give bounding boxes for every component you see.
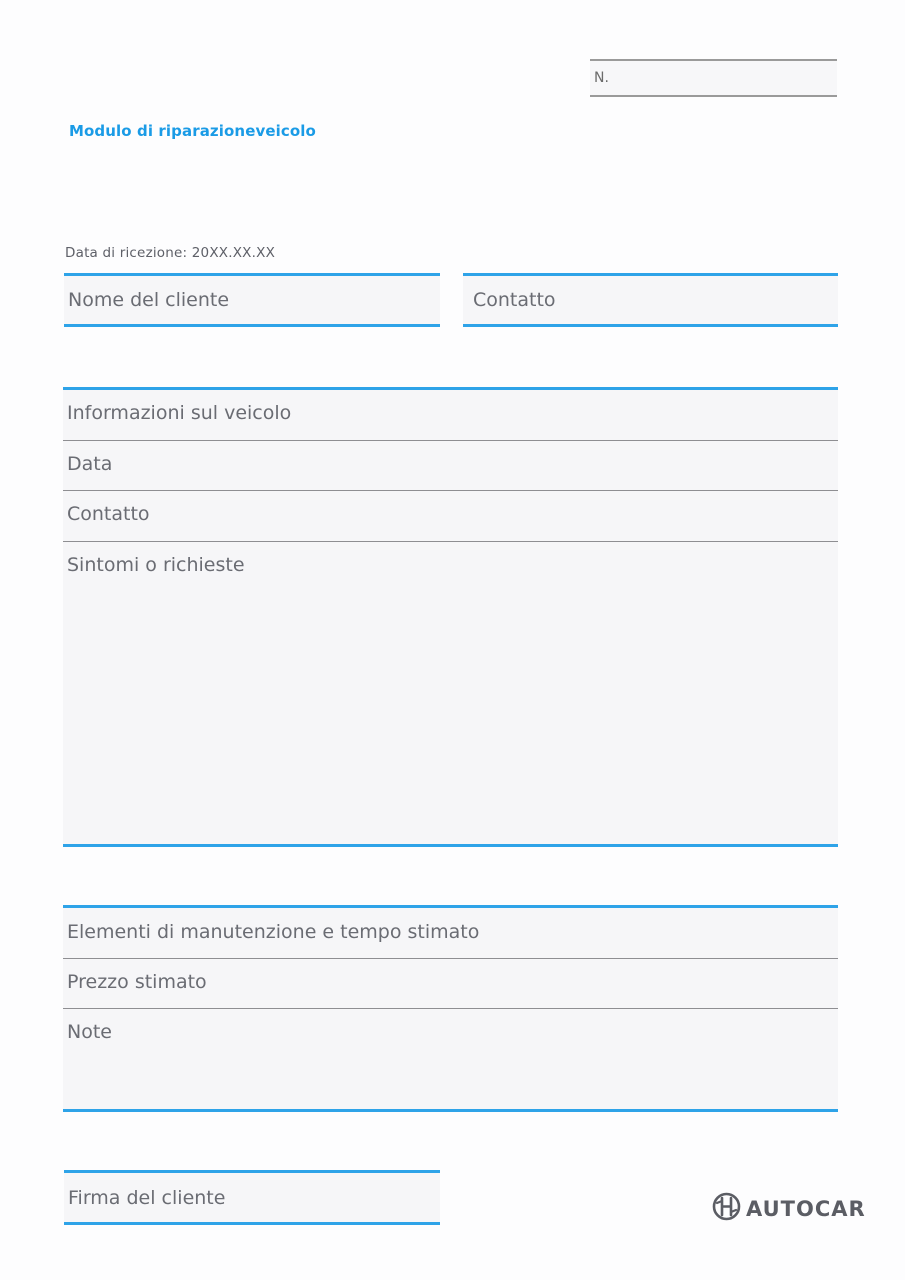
symptoms-row[interactable]	[63, 542, 838, 844]
client-contact-label: Contatto	[473, 289, 556, 311]
brand-logo	[712, 1192, 866, 1225]
client-name-label: Nome del cliente	[68, 289, 230, 311]
maintenance-section	[63, 905, 838, 1112]
autocar-logo-icon	[712, 1192, 741, 1225]
number-label: N.	[594, 70, 609, 86]
client-name-field[interactable]	[64, 273, 440, 327]
symptoms-label: Sintomi o richieste	[67, 554, 245, 576]
maintenance-items-label: Elementi di manutenzione e tempo stimato	[67, 921, 480, 943]
client-contact-field[interactable]	[463, 273, 838, 327]
contact-label: Contatto	[67, 503, 150, 525]
form-title: Modulo di riparazioneveicolo	[69, 122, 316, 140]
vehicle-info-row[interactable]	[63, 390, 838, 441]
brand-name: AUTOCAR	[746, 1196, 866, 1221]
notes-row[interactable]	[63, 1009, 838, 1109]
signature-label: Firma del cliente	[68, 1187, 226, 1209]
number-field[interactable]	[590, 59, 837, 97]
estimated-price-label: Prezzo stimato	[67, 971, 207, 993]
vehicle-info-label: Informazioni sul veicolo	[67, 402, 292, 424]
signature-field[interactable]	[64, 1170, 440, 1225]
contact-row[interactable]	[63, 491, 838, 542]
estimated-price-row[interactable]	[63, 959, 838, 1009]
receipt-date: Data di ricezione: 20XX.XX.XX	[65, 245, 276, 261]
vehicle-info-section	[63, 387, 838, 847]
date-label: Data	[67, 453, 113, 475]
notes-label: Note	[67, 1021, 112, 1043]
maintenance-items-row[interactable]	[63, 908, 838, 959]
date-row[interactable]	[63, 441, 838, 491]
